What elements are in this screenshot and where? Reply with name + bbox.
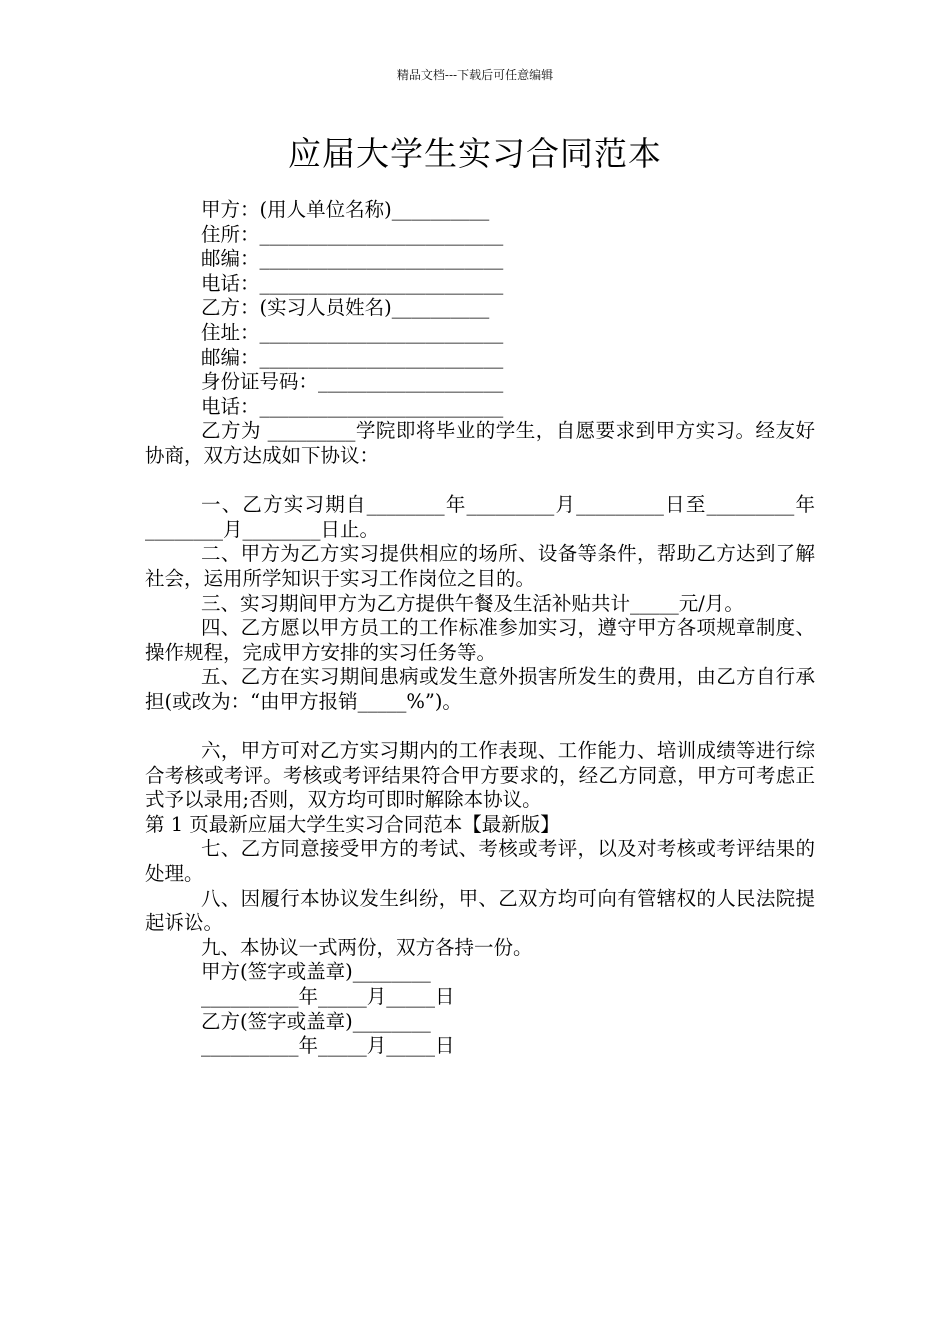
clause-5: 五、乙方在实习期间患病或发生意外损害所发生的费用，由乙方自行承担(或改为：“由甲方报销_____%”)。 (145, 665, 815, 713)
spacer (145, 714, 815, 739)
clause-2: 二、甲方为乙方实习提供相应的场所、设备等条件，帮助乙方达到了解社会，运用所学知识于实习工作岗位之目的。 (145, 542, 815, 590)
spacer (145, 469, 815, 494)
party-b-id-number: 身份证号码：___________________ (201, 370, 504, 394)
clause-3: 三、实习期间甲方为乙方提供午餐及生活补贴共计_____元/月。 (201, 591, 744, 615)
page-footer: 第 1 页最新应届大学生实习合同范本【最新版】 (145, 812, 560, 836)
clause-4: 四、乙方愿以甲方员工的工作标准参加实习，遵守甲方各项规章制度、操作规程，完成甲方安排的实习任务等。 (145, 616, 815, 664)
document-title: 应届大学生实习合同范本 (288, 134, 662, 173)
party-a-postcode: 邮编：_________________________ (201, 247, 504, 271)
party-b-name: 乙方：(实习人员姓名)__________ (201, 296, 490, 320)
clause-8: 八、因履行本协议发生纠纷，甲、乙双方均可向有管辖权的人民法院提起诉讼。 (145, 886, 815, 935)
document-body (145, 198, 815, 1059)
party-a-name: 甲方：(用人单位名称)__________ (201, 198, 490, 221)
party-a-date: __________年_____月_____日 (201, 985, 455, 1008)
party-b-signature: 乙方(签字或盖章)________ (201, 1009, 431, 1033)
party-b-postcode: 邮编：_________________________ (201, 345, 504, 369)
header-note: 精品文档---下载后可任意编辑 (396, 68, 554, 82)
party-b-address: 住址：_________________________ (201, 320, 504, 344)
party-b-phone: 电话：_________________________ (201, 394, 504, 418)
party-a-signature: 甲方(签字或盖章)________ (201, 960, 431, 984)
party-b-date: __________年_____月_____日 (201, 1034, 455, 1058)
party-a-phone: 电话：_________________________ (201, 271, 504, 295)
party-a-address: 住所：_________________________ (201, 222, 504, 246)
clause-1: 一、乙方实习期自________年_________月_________日至_________年________月________日止。 (145, 493, 815, 541)
clause-6: 六，甲方可对乙方实习期内的工作表现、工作能力、培训成绩等进行综合考核或考评。考核或考评结果符合甲方要求的，经乙方同意，甲方可考虑正式予以录用;否则，双方均可即时解除本协议。 (145, 739, 815, 812)
clause-7: 七、乙方同意接受甲方的考试、考核或考评，以及对考核或考评结果的处理。 (145, 837, 815, 886)
clause-9: 九、本协议一式两份，双方各持一份。 (201, 935, 533, 959)
intro-paragraph: 乙方为 _________学院即将毕业的学生，自愿要求到甲方实习。经友好协商，双方达成如下协议： (145, 419, 815, 467)
